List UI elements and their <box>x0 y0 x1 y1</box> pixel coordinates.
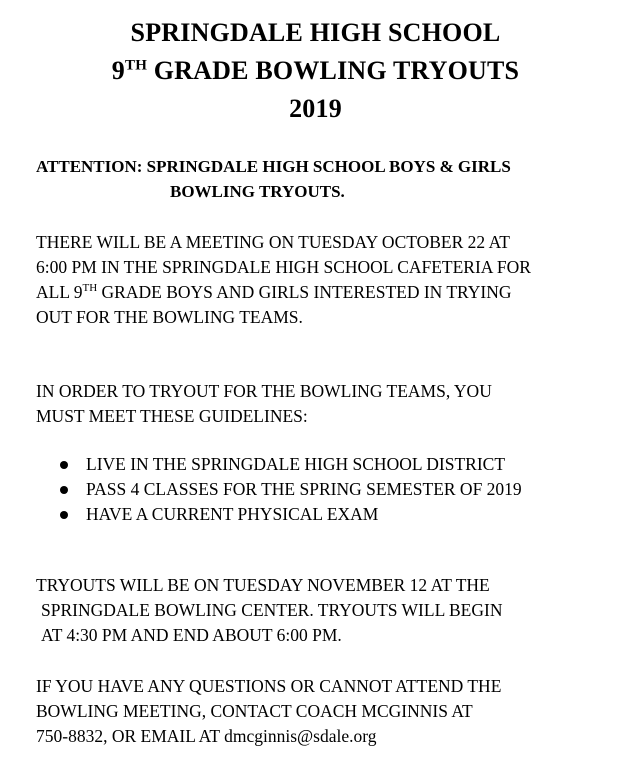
title-year: 2019 <box>289 94 342 123</box>
meeting-line-4: OUT FOR THE BOWLING TEAMS. <box>36 307 303 327</box>
bullet-icon <box>60 461 68 469</box>
contact-line-3: 750-8832, OR EMAIL AT dmcginnis@sdale.org <box>36 726 377 746</box>
meeting-line-1: THERE WILL BE A MEETING ON TUESDAY OCTOBER 22 AT <box>36 232 510 252</box>
tryouts-paragraph <box>36 573 621 648</box>
title-grade-suffix: TH <box>124 57 148 74</box>
guideline-text: HAVE A CURRENT PHYSICAL EXAM <box>86 504 379 524</box>
title-event <box>0 52 631 90</box>
meeting-paragraph <box>36 230 621 330</box>
meeting-grade-number: ALL 9 <box>36 282 83 302</box>
list-item <box>56 452 616 477</box>
meeting-line-2: 6:00 PM IN THE SPRINGDALE HIGH SCHOOL CAFETERIA FOR <box>36 257 531 277</box>
tryouts-line-2: SPRINGDALE BOWLING CENTER. TRYOUTS WILL BEGIN <box>41 600 503 620</box>
guideline-text: PASS 4 CLASSES FOR THE SPRING SEMESTER OF 2019 <box>86 479 522 499</box>
list-item <box>56 477 616 502</box>
guidelines-list <box>56 452 616 527</box>
bullet-icon <box>60 511 68 519</box>
title-grade-number: 9 <box>111 56 125 85</box>
meeting-grade-suffix: TH <box>82 282 98 295</box>
bullet-icon <box>60 486 68 494</box>
contact-line-2: BOWLING MEETING, CONTACT COACH MCGINNIS AT <box>36 701 473 721</box>
tryouts-line-1: TRYOUTS WILL BE ON TUESDAY NOVEMBER 12 AT THE <box>36 575 490 595</box>
contact-line-1: IF YOU HAVE ANY QUESTIONS OR CANNOT ATTEND THE <box>36 676 502 696</box>
meeting-line-3-rest: GRADE BOYS AND GIRLS INTERESTED IN TRYING <box>97 282 512 302</box>
guidelines-intro <box>36 379 621 429</box>
attention-line-2: BOWLING TRYOUTS. <box>170 182 345 201</box>
guidelines-intro-line-2: MUST MEET THESE GUIDELINES: <box>36 406 308 426</box>
meeting-line-3 <box>36 280 621 305</box>
guidelines-intro-line-1: IN ORDER TO TRYOUT FOR THE BOWLING TEAMS, YOU <box>36 381 492 401</box>
contact-paragraph <box>36 674 621 749</box>
list-item <box>56 502 616 527</box>
attention-line-1: ATTENTION: SPRINGDALE HIGH SCHOOL BOYS & GIRLS <box>36 157 511 176</box>
tryouts-line-3: AT 4:30 PM AND END ABOUT 6:00 PM. <box>41 625 342 645</box>
title-school: SPRINGDALE HIGH SCHOOL <box>130 18 501 47</box>
guideline-text: LIVE IN THE SPRINGDALE HIGH SCHOOL DISTRICT <box>86 454 506 474</box>
attention-notice <box>36 154 616 204</box>
title-event-text: GRADE BOWLING TRYOUTS <box>147 56 520 85</box>
